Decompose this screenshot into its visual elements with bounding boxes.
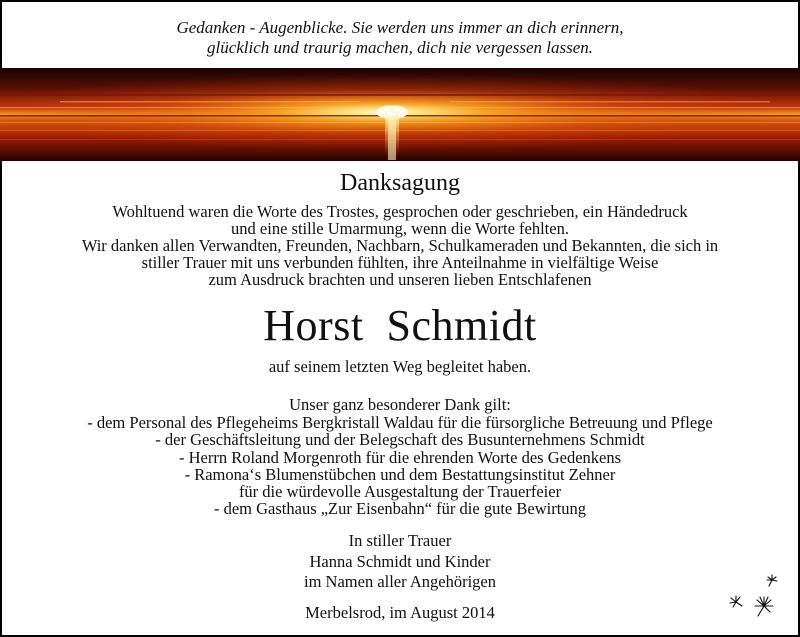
subline: auf seinem letzten Weg begleitet haben. xyxy=(268,357,532,376)
intro-line: Wohltuend waren die Worte des Trostes, gesprochen oder geschrieben, ein Händedruck xyxy=(112,202,688,221)
intro-line: zum Ausdruck brachten und unseren lieben Entschlafenen xyxy=(208,270,592,289)
mourners-line: im Namen aller Angehörigen xyxy=(304,572,496,591)
thanks-list xyxy=(0,414,800,518)
deceased-name: Horst Schmidt xyxy=(263,301,537,350)
intro-paragraph xyxy=(0,203,800,288)
opening-quote xyxy=(0,18,800,58)
dandelion-seeds-icon xyxy=(722,572,782,622)
place-date: Merbelsrod, im August 2014 xyxy=(305,603,495,622)
thanks-heading: Unser ganz besonderer Dank gilt: xyxy=(289,395,511,414)
thanks-item: - dem Personal des Pflegeheims Bergkristall Waldau für die fürsorgliche Betreuung und Pflege xyxy=(87,413,713,432)
quote-line: glücklich und traurig machen, dich nie vergessen lassen. xyxy=(206,38,594,57)
intro-line: stiller Trauer mit uns verbunden fühlten, ihre Anteilnahme in vielfältige Weise xyxy=(141,253,659,272)
intro-line: und eine stille Umarmung, wenn die Worte fehlten. xyxy=(231,219,569,238)
sunset-banner xyxy=(0,68,800,161)
mourners-block xyxy=(0,531,800,593)
thanks-item: für die würdevolle Ausgestaltung der Trauerfeier xyxy=(238,482,562,502)
thanks-item: - dem Gasthaus „Zur Eisenbahn“ für die gute Bewirtung xyxy=(213,499,587,519)
quote-line: Gedanken - Augenblicke. Sie werden uns immer an dich erinnern, xyxy=(176,18,624,37)
thanks-item: - Herrn Roland Morgenroth für die ehrenden Worte des Gedenkens xyxy=(178,447,622,467)
mourners-line: In stiller Trauer xyxy=(348,531,452,550)
intro-line: Wir danken allen Verwandten, Freunden, Nachbarn, Schulkameraden und Bekannten, die sich in xyxy=(81,236,719,255)
thanks-item: - der Geschäftsleitung und der Belegschaft des Busunternehmens Schmidt xyxy=(155,430,645,450)
thanks-item: - Ramona‘s Blumenstübchen und dem Bestattungsinstitut Zehner xyxy=(184,464,616,484)
sunset-image xyxy=(0,68,800,161)
mourners-line: Hanna Schmidt und Kinder xyxy=(309,551,491,571)
page-title: Danksagung xyxy=(340,170,460,196)
